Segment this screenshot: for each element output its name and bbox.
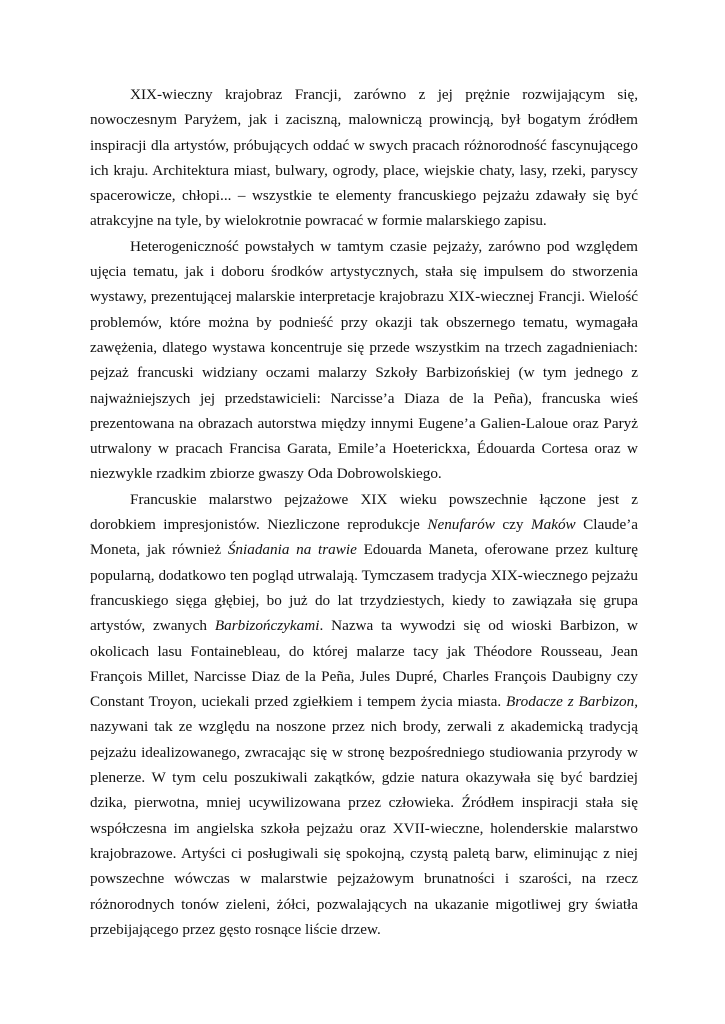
title-sniadanie-na-trawie: Śniadania na trawie — [227, 541, 357, 559]
paragraph-3-text-2: czy — [494, 516, 531, 534]
title-makow: Maków — [530, 516, 576, 534]
title-nenufarow: Nenufarów — [427, 516, 495, 534]
paragraph-1 — [90, 82, 638, 234]
paragraph-3-text-4: Edouarda Maneta, oferowane przez kulturę popularną, dodatkowo ten pogląd utrwalają. Tymczasem tradycja XIX-wiecznego pejzażu francuskiego sięga głębiej, bo już do lat trzydziestych, kiedy to zawiązała się grupa artystów, zwanych — [90, 541, 638, 635]
paragraph-2 — [90, 234, 638, 487]
paragraph-2-text: Heterogeniczność powstałych w tamtym czasie pejzaży, zarówno pod względem ujęcia tematu, jak i doboru środków artystycznych, stała się impulsem do stworzenia wystawy, prezentującej malarskie interpretacje krajobrazu XIX-wiecznej Francji. Wielość problemów, które można by podnieść przy okazji tak obszernego tematu, wymagała zawężenia, dlatego wystawa koncentruje się przede wszystkim na trzech zagadnieniach: pejzaż francuski widziany oczami malarzy Szkoły Barbizońskiej (w tym jednego z najważniejszych jej przedstawicieli: Narcisse’a Diaza de la Peña), francuska wieś prezentowana na obrazach autorstwa między innymi Eugene’a Galien-Laloue oraz Paryż utrwalony w pracach Francisa Garata, Emile’a Hoeterickxa, Édouarda Cortesa oraz w niezwykle rzadkim zbiorze gwaszy Oda Dobrowolskiego. — [90, 237, 638, 483]
paragraph-1-text: XIX-wieczny krajobraz Francji, zarówno z jej prężnie rozwijającym się, nowoczesnym Paryżem, jak i zaciszną, malowniczą prowincją, był bogatym źródłem inspiracji dla artystów, próbujących oddać w swych pracach różnorodność fascynującego ich kraju. Architektura miast, bulwary, ogrody, place, wiejskie chaty, lasy, rzeki, paryscy spacerowicze, chłopi... – wszystkie te elementy francuskiego pejzażu zdawały się być atrakcyjne na tyle, by wielokrotnie powracać w formie malarskiego zapisu. — [90, 86, 638, 230]
paragraph-3-text-3: Claude’a Moneta, jak również — [90, 516, 638, 559]
document-page — [90, 82, 638, 942]
paragraph-3-text-6: , nazywani tak ze względu na noszone przez nich brody, zerwali z akademicką tradycją pejzażu idealizowanego, zwracając się w stronę bezpośredniego studiowania przyrody w plenerze. W tym celu poszukiwali zakątków, gdzie natura okazywała się być bardziej dzika, pierwotna, mniej ucywilizowana przez człowieka. Źródłem inspiracji stała się współczesna im angielska szkoła pejzażu oraz XVII-wieczne, holenderskie malarstwo krajobrazowe. Artyści ci posługiwali się spokojną, czystą paletą barw, eliminując z niej powszechne wówczas w malarstwie pejzażowym brunatności i szarości, na rzecz różnorodnych tonów zieleni, żółci, pozwalających na ukazanie migotliwej gry światła przebijającego przez gęsto rosnące liście drzew. — [90, 693, 638, 938]
term-brodacze-z-barbizon: Brodacze z Barbizon — [506, 693, 635, 711]
paragraph-3 — [90, 487, 638, 942]
term-barbizonczycy: Barbizończykami — [214, 617, 320, 635]
paragraph-3-text-5: . Nazwa ta wywodzi się od wioski Barbizon, w okolicach lasu Fontainebleau, do której malarze tacy jak Théodore Rousseau, Jean François Millet, Narcisse Diaz de la Peña, Jules Dupré, Charles François Daubigny czy Constant Troyon, uciekali przed zgiełkiem i tempem życia miasta. — [90, 617, 638, 711]
paragraph-3-text-1: Francuskie malarstwo pejzażowe XIX wieku powszechnie łączone jest z dorobkiem impresjonistów. Niezliczone reprodukcje — [90, 490, 638, 534]
